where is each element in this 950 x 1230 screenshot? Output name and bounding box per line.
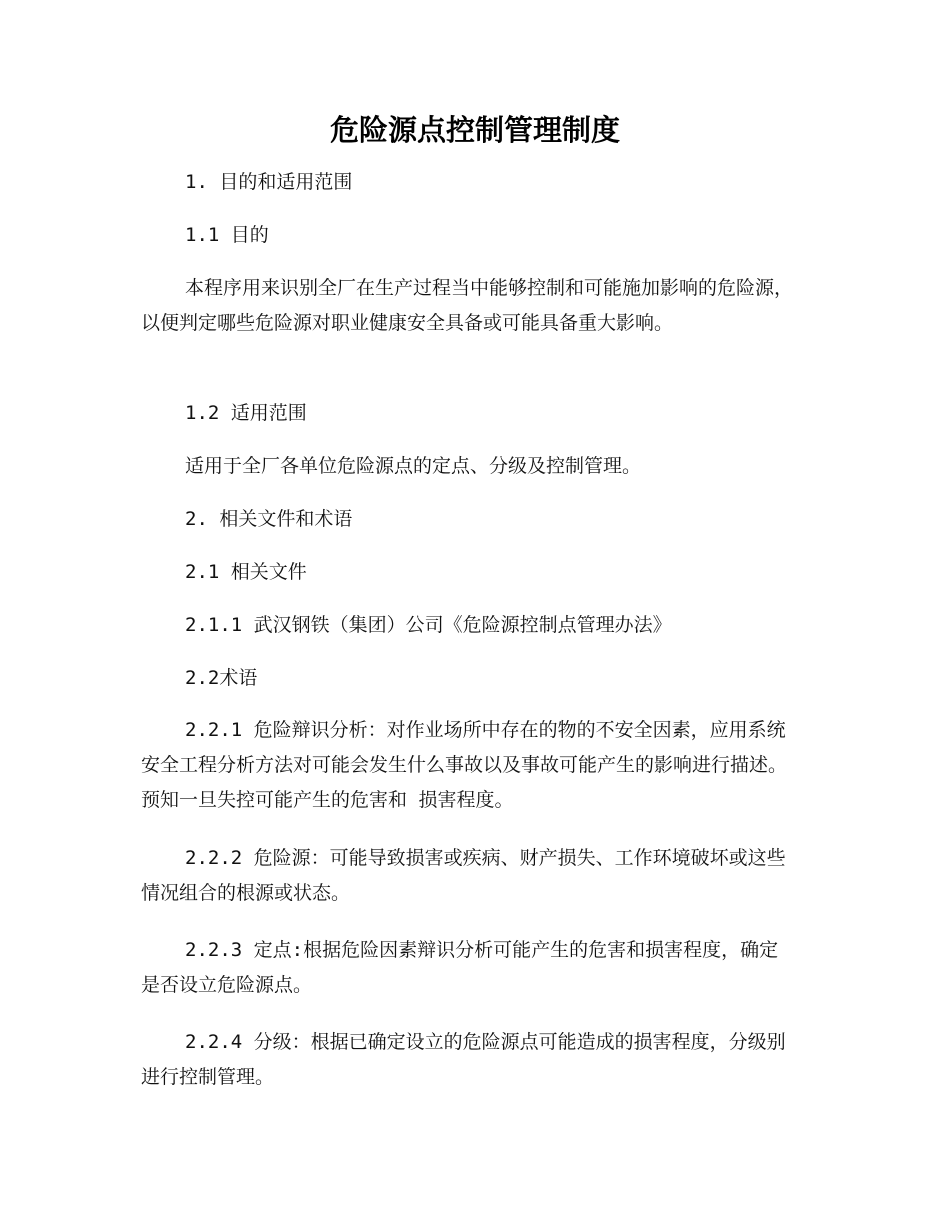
paragraph-purpose: 本程序用来识别全厂在生产过程当中能够控制和可能施加影响的危险源，以便判定哪些危险源对职业健康安全具备或可能具备重大影响。 <box>141 277 794 334</box>
section-heading-2: 2. 相关文件和术语 <box>185 508 353 530</box>
paragraph-term-grading: 2.2.4 分级：根据已确定设立的危险源点可能造成的损害程度，分级别进行控制管理。 <box>141 1031 786 1088</box>
section-heading-1: 1. 目的和适用范围 <box>185 171 353 193</box>
paragraph-term-fixed-point: 2.2.3 定点:根据危险因素辩识分析可能产生的危害和损害程度，确定是否设立危险源点。 <box>141 939 779 996</box>
paragraph-term-hazard-source: 2.2.2 危险源：可能导致损害或疾病、财产损失、工作环境破坏或这些情况组合的根源或状态。 <box>141 847 786 904</box>
document-title: 危险源点控制管理制度 <box>329 113 620 147</box>
paragraph-related-document: 2.1.1 武汉钢铁（集团）公司《危险源控制点管理办法》 <box>185 614 672 636</box>
subsection-heading-2-1: 2.1 相关文件 <box>185 561 307 583</box>
subsection-heading-2-2: 2.2术语 <box>185 667 258 689</box>
paragraph-scope: 适用于全厂各单位危险源点的定点、分级及控制管理。 <box>185 455 642 477</box>
subsection-heading-1-1: 1.1 目的 <box>185 224 269 246</box>
paragraph-term-hazard-analysis: 2.2.1 危险辩识分析：对作业场所中存在的物的不安全因素，应用系统安全工程分析方法对可能会发生什么事故以及事故可能产生的影响进行描述。预知一旦失控可能产生的危害和 损害程度。 <box>141 719 788 811</box>
subsection-heading-1-2: 1.2 适用范围 <box>185 402 307 424</box>
